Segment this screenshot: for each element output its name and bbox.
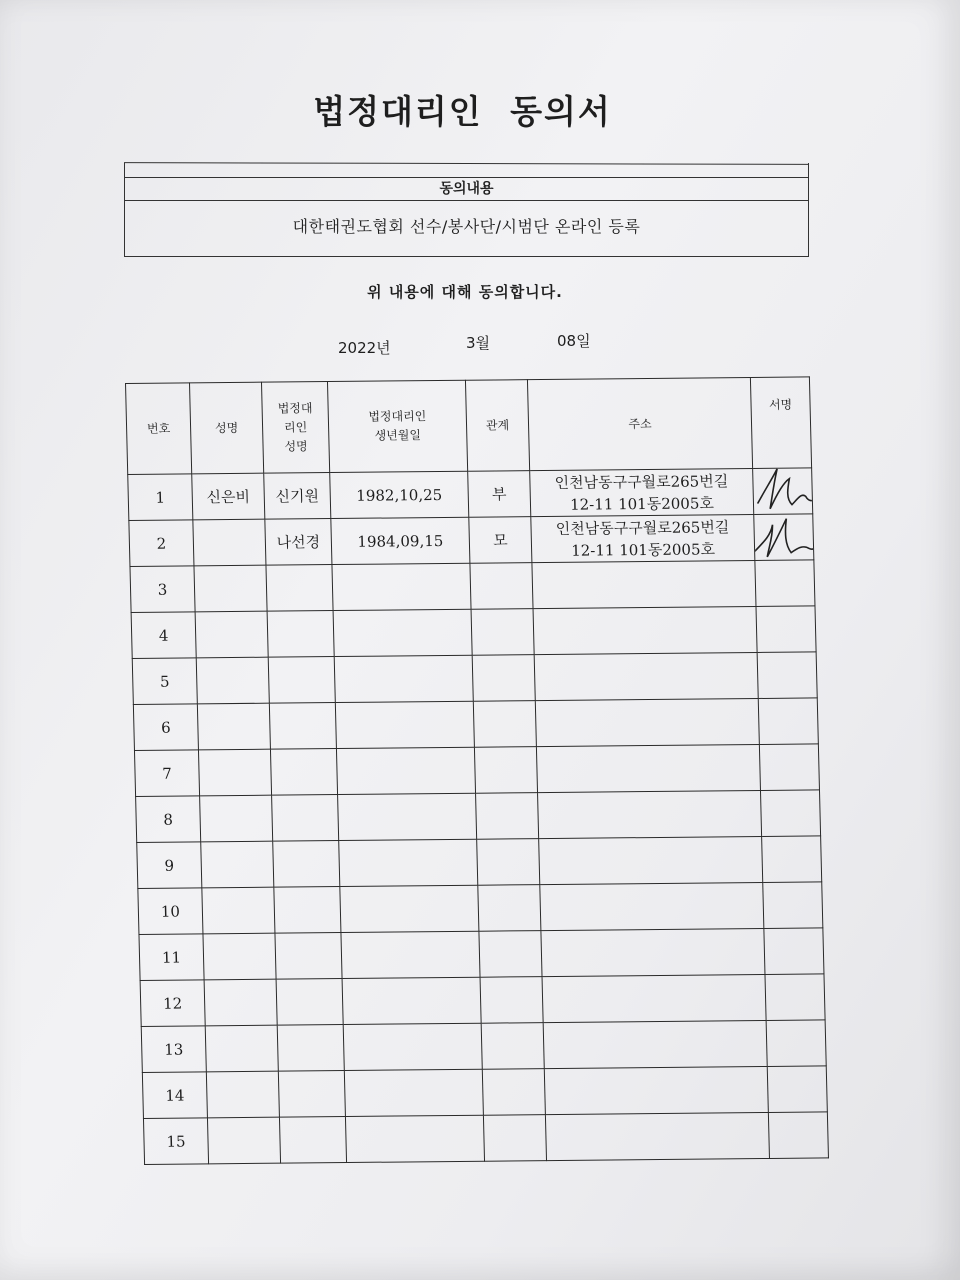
cell-no: 15	[143, 1118, 208, 1165]
address-line-2	[537, 767, 759, 769]
address-line-1	[542, 951, 764, 953]
cell-name	[202, 887, 275, 934]
cell-signature	[764, 928, 824, 975]
table-row	[140, 974, 825, 1027]
address-line-2	[535, 675, 757, 677]
address-line-2	[536, 721, 758, 723]
cell-guardian-name	[275, 933, 342, 980]
cell-address	[545, 1112, 769, 1160]
cell-no: 7	[134, 750, 199, 797]
cell-signature	[763, 882, 823, 929]
cell-relation	[472, 655, 535, 702]
cell-address	[533, 606, 757, 654]
cell-address	[538, 790, 762, 838]
cell-guardian-name	[267, 611, 334, 658]
cell-address	[539, 836, 763, 884]
cell-address	[544, 1066, 768, 1114]
table-row	[129, 514, 814, 567]
date-year: 2022년	[338, 339, 391, 357]
header-no: 번호	[126, 383, 192, 475]
cell-no: 10	[138, 888, 203, 935]
cell-guardian-dob	[344, 1069, 483, 1116]
cell-guardian-dob	[333, 609, 472, 656]
address-line-2	[540, 859, 762, 861]
cell-relation	[470, 563, 533, 610]
address-line-1	[544, 1043, 766, 1045]
table-row	[142, 1066, 827, 1119]
address-line-2	[546, 1135, 768, 1137]
cell-address	[532, 560, 756, 608]
cell-relation	[477, 839, 540, 886]
cell-guardian-dob	[345, 1115, 484, 1162]
cell-no: 13	[141, 1026, 206, 1073]
cell-address	[534, 652, 758, 700]
cell-no: 5	[132, 658, 197, 705]
cell-relation	[483, 1115, 546, 1162]
table-row	[128, 468, 813, 521]
cell-guardian-dob	[332, 563, 471, 610]
header-guardian-dob: 법정대리인 생년월일	[327, 380, 467, 472]
guardian-table	[125, 376, 829, 1165]
cell-address	[542, 974, 766, 1022]
cell-guardian-name	[270, 749, 337, 796]
cell-address	[540, 882, 764, 930]
table-row	[130, 560, 815, 613]
address-line-2	[545, 1089, 767, 1091]
cell-name	[198, 749, 271, 796]
cell-relation	[473, 701, 536, 748]
cell-guardian-name	[279, 1117, 346, 1164]
cell-signature	[754, 514, 814, 561]
cell-guardian-dob	[334, 655, 473, 702]
table-header-row	[126, 377, 812, 475]
header-signature: 서명	[750, 377, 811, 469]
address-line-2	[544, 1043, 766, 1045]
address-line-2: 12-11 101동2005호	[569, 493, 715, 514]
cell-signature	[758, 698, 818, 745]
cell-guardian-dob	[338, 793, 477, 840]
cell-guardian-name: 나선경	[265, 519, 332, 566]
cell-address	[543, 1020, 767, 1068]
cell-guardian-dob	[340, 885, 479, 932]
cell-address	[536, 744, 760, 792]
header-name: 성명	[190, 382, 264, 474]
address-line-1	[545, 1089, 767, 1091]
cell-name	[205, 1025, 278, 1072]
cell-name: 신은비	[192, 473, 265, 520]
cell-name	[194, 565, 267, 612]
cell-name	[201, 841, 274, 888]
cell-signature	[755, 560, 815, 607]
address-line-2	[533, 583, 755, 585]
address-line-2	[534, 629, 756, 631]
handwritten-signature	[754, 514, 814, 561]
cell-no: 12	[140, 980, 205, 1027]
address-line-1	[533, 583, 755, 585]
cell-relation	[480, 977, 543, 1024]
consent-header: 동의내용	[125, 177, 808, 201]
consent-text: 대한태권도협회 선수/봉사단/시범단 온라인 등록	[292, 217, 641, 236]
cell-guardian-name	[274, 887, 341, 934]
cell-relation: 부	[468, 471, 531, 518]
cell-signature	[759, 744, 819, 791]
address-line-2	[542, 951, 764, 953]
cell-name	[206, 1071, 279, 1118]
address-line-2: 12-11 101동2005호	[570, 539, 716, 560]
header-address: 주소	[527, 377, 752, 470]
cell-signature	[760, 790, 820, 837]
cell-relation	[476, 793, 539, 840]
cell-no: 2	[129, 520, 194, 567]
cell-guardian-dob	[335, 701, 474, 748]
cell-guardian-dob: 1984,09,15	[331, 517, 470, 564]
table-row	[139, 928, 824, 981]
cell-signature	[753, 468, 813, 515]
guardian-table-wrapper	[125, 376, 828, 1165]
address-line-2	[541, 905, 763, 907]
cell-guardian-name	[273, 841, 340, 888]
cell-guardian-name	[266, 565, 333, 612]
cell-name	[203, 933, 276, 980]
date-month: 3월	[466, 334, 491, 352]
cell-name	[193, 519, 266, 566]
cell-name	[196, 657, 269, 704]
agreement-statement: 위 내용에 대해 동의합니다.	[367, 283, 563, 301]
cell-signature	[765, 974, 825, 1021]
cell-name	[197, 703, 270, 750]
address-line-1: 인천남동구구월로265번길	[555, 517, 730, 538]
address-line-1	[539, 813, 761, 815]
cell-relation	[471, 609, 534, 656]
handwritten-signature	[753, 468, 813, 515]
cell-name	[204, 979, 277, 1026]
cell-signature	[756, 606, 816, 653]
cell-guardian-dob	[339, 839, 478, 886]
cell-signature	[767, 1066, 827, 1113]
cell-relation	[482, 1069, 545, 1116]
table-row	[138, 882, 823, 935]
cell-name	[200, 795, 273, 842]
cell-guardian-name	[277, 1025, 344, 1072]
cell-signature	[768, 1112, 828, 1159]
consent-box	[124, 163, 809, 257]
cell-guardian-name: 신기원	[264, 473, 331, 520]
cell-guardian-name	[278, 1071, 345, 1118]
table-row	[143, 1112, 828, 1165]
cell-address	[541, 928, 765, 976]
cell-guardian-dob	[342, 977, 481, 1024]
address-line-1	[543, 997, 765, 999]
cell-guardian-dob	[343, 1023, 482, 1070]
address-line-1: 인천남동구구월로265번길	[554, 471, 729, 492]
cell-relation: 모	[469, 517, 532, 564]
cell-name	[207, 1117, 280, 1164]
address-line-1	[537, 767, 759, 769]
cell-relation	[479, 931, 542, 978]
table-row	[134, 744, 819, 797]
table-row	[141, 1020, 826, 1073]
cell-guardian-name	[272, 795, 339, 842]
cell-address	[531, 514, 755, 562]
cell-no: 4	[131, 612, 196, 659]
cell-no: 11	[139, 934, 204, 981]
address-line-1	[534, 629, 756, 631]
address-line-1	[546, 1135, 768, 1137]
date-day: 08일	[557, 332, 591, 350]
cell-no: 8	[136, 796, 201, 843]
cell-relation	[481, 1023, 544, 1070]
cell-relation	[474, 747, 537, 794]
cell-signature	[757, 652, 817, 699]
address-line-1	[540, 859, 762, 861]
header-guardian-name: 법정대 리인 성명	[261, 382, 329, 474]
cell-no: 14	[142, 1072, 207, 1119]
cell-no: 1	[128, 474, 193, 521]
cell-no: 9	[137, 842, 202, 889]
cell-address	[535, 698, 759, 746]
cell-signature	[762, 836, 822, 883]
cell-name	[195, 611, 268, 658]
table-row	[132, 652, 817, 705]
header-relation: 관계	[465, 380, 529, 472]
cell-address	[530, 468, 754, 516]
cell-signature	[766, 1020, 826, 1067]
cell-guardian-name	[268, 657, 335, 704]
address-line-2	[539, 813, 761, 815]
cell-relation	[478, 885, 541, 932]
cell-no: 6	[133, 704, 198, 751]
cell-guardian-name	[276, 979, 343, 1026]
address-line-1	[541, 905, 763, 907]
table-row	[136, 790, 821, 843]
table-row	[131, 606, 816, 659]
cell-guardian-dob: 1982,10,25	[330, 471, 469, 518]
cell-no: 3	[130, 566, 195, 613]
cell-guardian-dob	[336, 747, 475, 794]
table-body	[128, 468, 829, 1165]
document-title: 법정대리인 동의서	[313, 92, 612, 131]
address-line-2	[543, 997, 765, 999]
cell-guardian-dob	[341, 931, 480, 978]
cell-guardian-name	[269, 703, 336, 750]
address-line-1	[535, 675, 757, 677]
table-row	[137, 836, 822, 889]
table-row	[133, 698, 818, 751]
address-line-1	[536, 721, 758, 723]
